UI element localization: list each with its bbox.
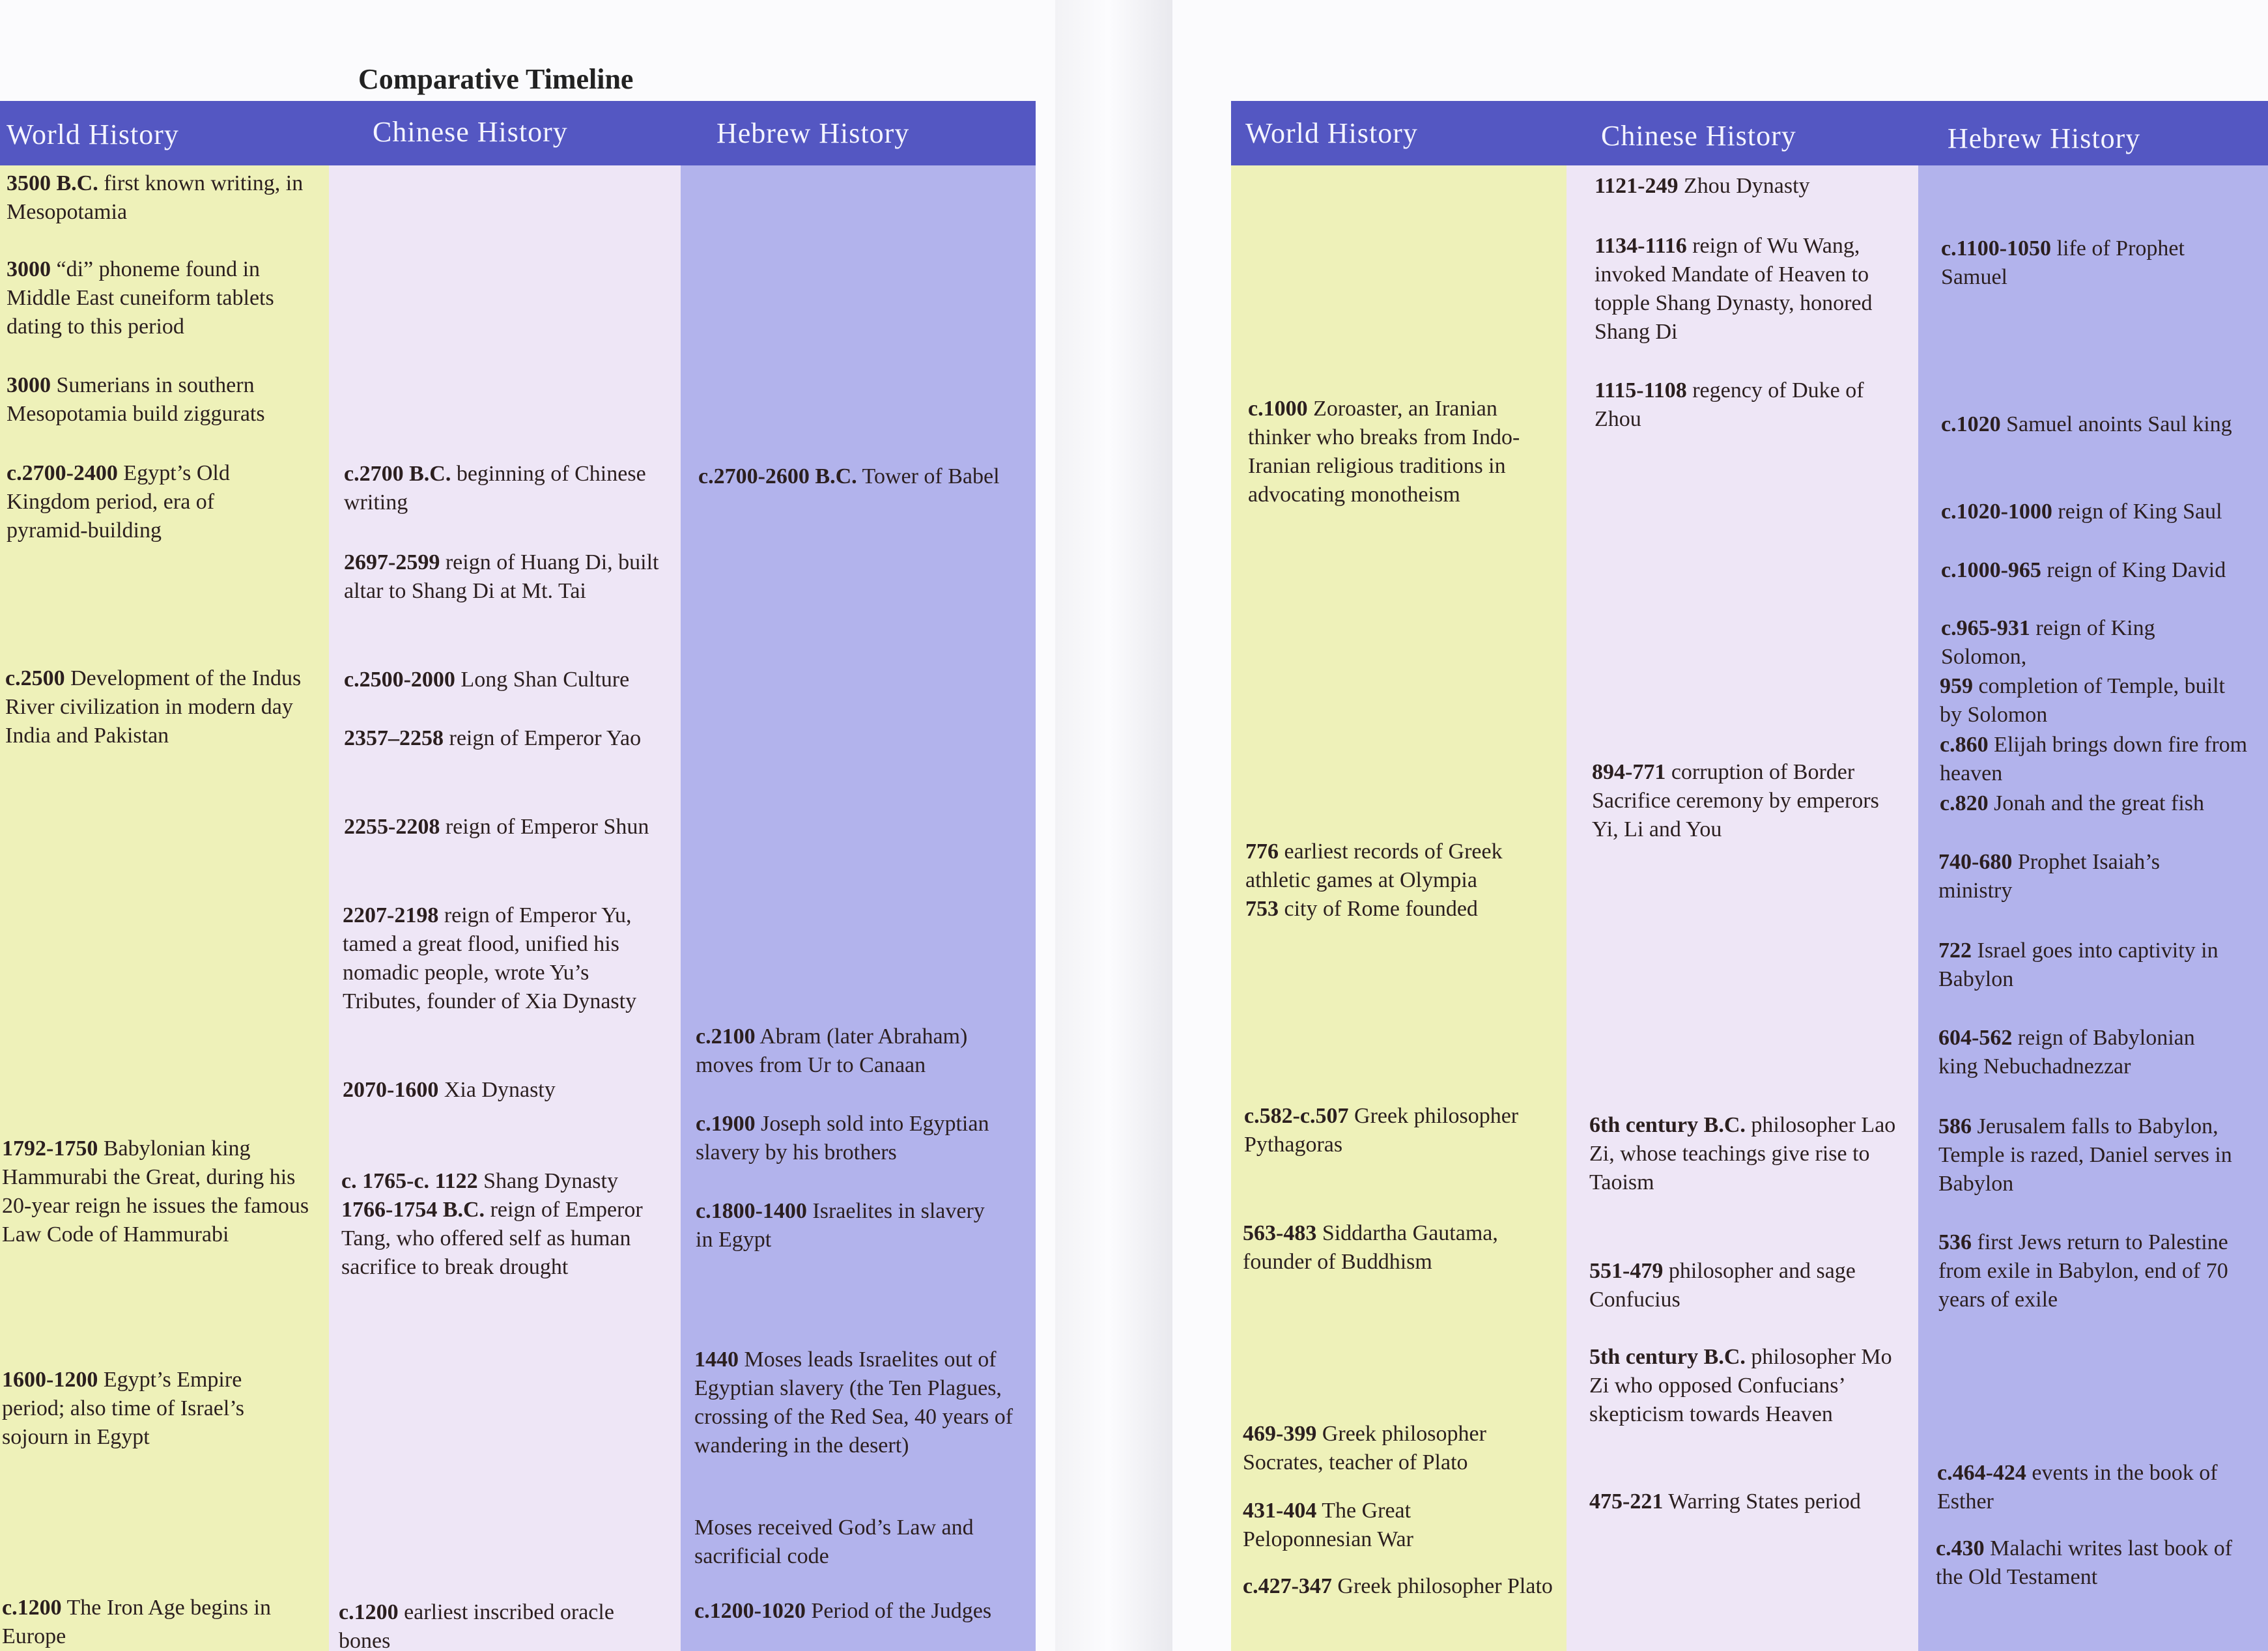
timeline-entry: c.2500-2000 Long Shan Culture [344, 668, 630, 692]
timeline-entry: c.1020 Samuel anoints Saul king [1941, 412, 2232, 436]
timeline-entry: 604-562 reign of Babylonian king Nebuchadnezzar [1938, 1026, 2195, 1079]
header-world-history: World History [7, 119, 179, 150]
timeline-entry: c.1020-1000 reign of King Saul [1941, 500, 2222, 524]
timeline-entry: 740-680 Prophet Isaiah’s ministry [1938, 850, 2160, 903]
timeline-entry: 1134-1116 reign of Wu Wang, invoked Mandate of Heaven to topple Shang Dynasty, honored Shang Di [1595, 234, 1873, 344]
timeline-entry: c.1000-965 reign of King David [1941, 558, 2226, 582]
left-header-bar [0, 101, 1036, 165]
header-hebrew-history: Hebrew History [716, 117, 910, 149]
timeline-entry: 1792-1750 Babylonian king Hammurabi the Great, during his 20-year reign he issues the famous Law Code of Hammurabi [2, 1136, 309, 1247]
timeline-entry: 2070-1600 Xia Dynasty [343, 1078, 556, 1102]
page-title: Comparative Timeline [358, 63, 634, 95]
timeline-entry: 6th century B.C. philosopher Lao Zi, whose teachings give rise to Taoism [1589, 1113, 1896, 1194]
timeline-entry: c.1200-1020 Period of the Judges [694, 1599, 992, 1623]
timeline-entry: 563-483 Siddartha Gautama, founder of Buddhism [1243, 1221, 1498, 1274]
timeline-entry: 1121-249 Zhou Dynasty [1595, 174, 1810, 198]
timeline-entry: 2357–2258 reign of Emperor Yao [344, 726, 642, 750]
timeline-entry: 586 Jerusalem falls to Babylon, Temple is razed, Daniel serves in Babylon [1938, 1114, 2232, 1196]
timeline-entry: 894-771 corruption of Border Sacrifice ceremony by emperors Yi, Li and You [1592, 760, 1879, 841]
timeline-entry: c.1100-1050 life of Prophet Samuel [1941, 236, 2185, 289]
timeline-entry: c.2700-2600 B.C. Tower of Babel [698, 464, 1000, 488]
timeline-entry: 3000 Sumerians in southern Mesopotamia build ziggurats [7, 373, 265, 426]
timeline-entry: c.427-347 Greek philosopher Plato [1243, 1574, 1553, 1598]
timeline-entry: 5th century B.C. philosopher Mo Zi who opposed Confucians’ skepticism towards Heaven [1589, 1345, 1892, 1426]
timeline-entry: 753 city of Rome founded [1245, 897, 1478, 921]
timeline-entry: c.430 Malachi writes last book of the Old Testament [1936, 1536, 2233, 1589]
timeline-entry: 959 completion of Temple, built by Solomon [1940, 674, 2225, 727]
timeline-entry: c.860 Elijah brings down fire from heaven [1940, 733, 2248, 785]
header-world-history: World History [1245, 117, 1418, 149]
timeline-entry: c.464-424 events in the book of Esther [1937, 1461, 2218, 1514]
timeline-entry: c.1000 Zoroaster, an Iranian thinker who breaks from Indo-Iranian religious traditions in advocating monotheism [1248, 397, 1520, 507]
timeline-entry: 3000 “di” phoneme found in Middle East cuneiform tablets dating to this period [7, 257, 274, 339]
timeline-entry: c.2700-2400 Egypt’s Old Kingdom period, era of pyramid-building [7, 461, 230, 543]
timeline-entry: 551-479 philosopher and sage Confucius [1589, 1259, 1856, 1312]
timeline-entry: 776 earliest records of Greek athletic games at Olympia [1245, 840, 1503, 892]
header-chinese-history: Chinese History [1601, 120, 1796, 152]
timeline-entry: 722 Israel goes into captivity in Babylon [1938, 938, 2218, 991]
timeline-entry: 475-221 Warring States period [1589, 1489, 1861, 1514]
timeline-entry: c.2700 B.C. beginning of Chinese writing [344, 462, 646, 515]
timeline-entry: c.2100 Abram (later Abraham) moves from Ur to Canaan [696, 1024, 968, 1077]
timeline-entry: 1115-1108 regency of Duke of Zhou [1595, 378, 1864, 431]
timeline-entry: c.2500 Development of the Indus River civilization in modern day India and Pakistan [5, 666, 302, 748]
timeline-entry: c.582-c.507 Greek philosopher Pythagoras [1244, 1104, 1519, 1157]
timeline-entry: 2255-2208 reign of Emperor Shun [344, 815, 649, 839]
right-header-bar [1231, 101, 2268, 165]
timeline-entry: 1440 Moses leads Israelites out of Egyptian slavery (the Ten Plagues, crossing of the Red Sea, 40 years of wandering in the desert) [694, 1348, 1014, 1458]
timeline-entry: c.820 Jonah and the great fish [1940, 791, 2204, 815]
right-hebrew-column [1918, 165, 2268, 1651]
timeline-entry: c.1200 earliest inscribed oracle bones [339, 1600, 614, 1651]
book-gutter [1055, 0, 1172, 1651]
timeline-entry: c.1900 Joseph sold into Egyptian slavery by his brothers [696, 1112, 989, 1164]
timeline-entry: Moses received God’s Law and sacrificial code [694, 1516, 974, 1568]
left-page [0, 0, 1055, 1651]
timeline-entry: 1766-1754 B.C. reign of Emperor Tang, who offered self as human sacrifice to break drought [341, 1198, 643, 1279]
timeline-entry: 536 first Jews return to Palestine from exile in Babylon, end of 70 years of exile [1938, 1230, 2228, 1312]
timeline-entry: c.965-931 reign of King Solomon, [1941, 616, 2155, 669]
timeline-entry: 1600-1200 Egypt’s Empire period; also time of Israel’s sojourn in Egypt [2, 1368, 245, 1449]
timeline-entry: c. 1765-c. 1122 Shang Dynasty [341, 1169, 618, 1193]
right-page [1172, 0, 2268, 1651]
timeline-entry: 2207-2198 reign of Emperor Yu, tamed a great flood, unified his nomadic people, wrote Yu’s Tributes, founder of Xia Dynasty [343, 903, 637, 1013]
timeline-entry: c.1200 The Iron Age begins in Europe [2, 1596, 271, 1648]
timeline-entry: c.1800-1400 Israelites in slavery in Egypt [696, 1199, 985, 1252]
header-hebrew-history: Hebrew History [1948, 122, 2141, 154]
header-chinese-history: Chinese History [373, 116, 568, 148]
timeline-entry: 3500 B.C. first known writing, in Mesopotamia [7, 171, 304, 224]
timeline-entry: 2697-2599 reign of Huang Di, built altar to Shang Di at Mt. Tai [344, 550, 659, 603]
timeline-entry: 431-404 The Great Peloponnesian War [1243, 1499, 1413, 1551]
timeline-entry: 469-399 Greek philosopher Socrates, teacher of Plato [1243, 1422, 1486, 1475]
